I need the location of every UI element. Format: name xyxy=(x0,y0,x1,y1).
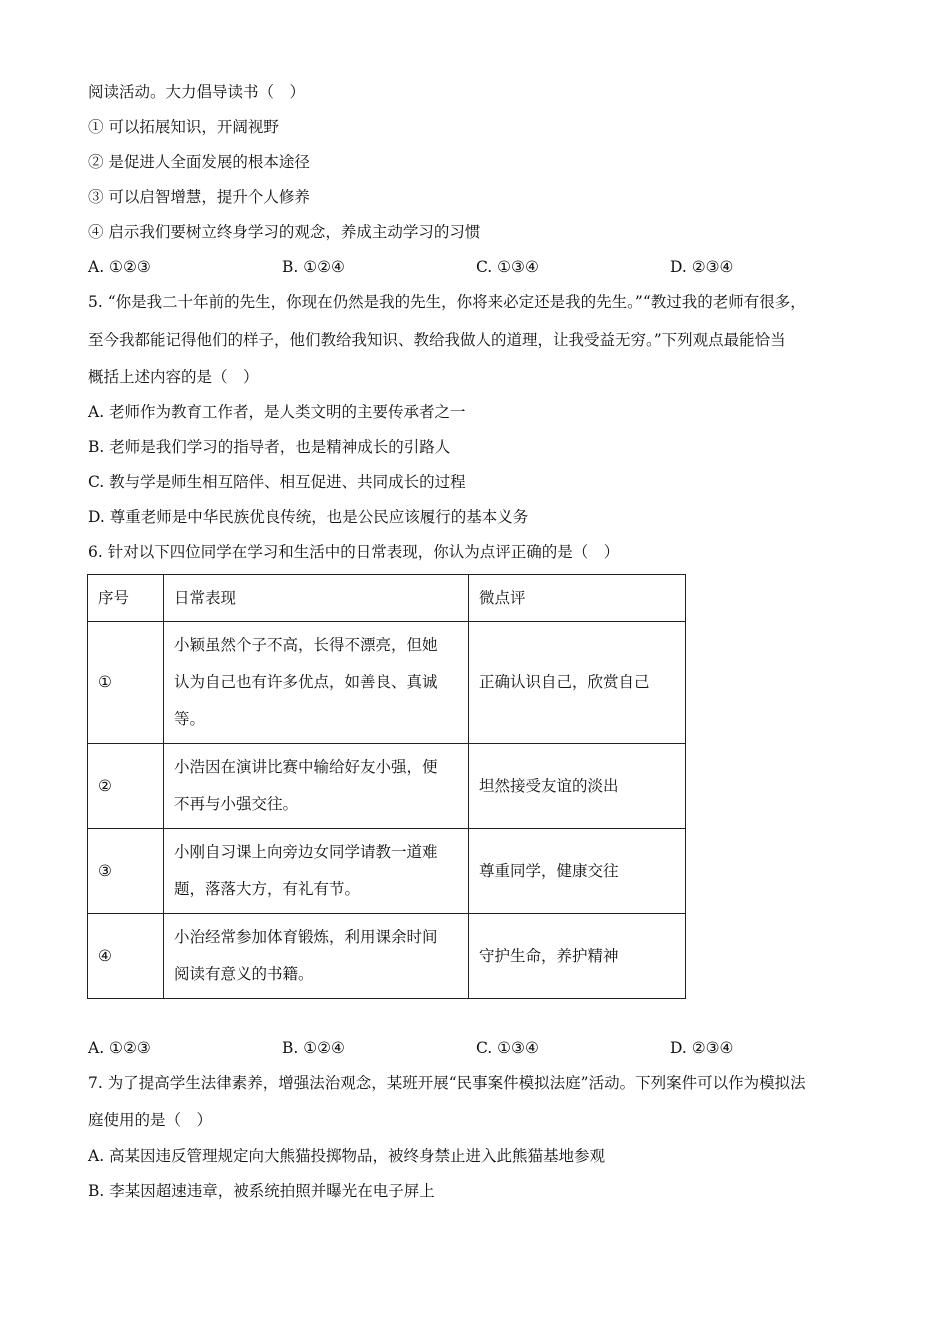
q6-stem: 6. 针对以下四位同学在学习和生活中的日常表现，你认为点评正确的是（ ） xyxy=(88,543,620,561)
q6-row-no: ④ xyxy=(88,914,164,999)
q5-option-d[interactable]: D. 尊重老师是中华民族优良传统，也是公民应该履行的基本义务 xyxy=(88,508,529,526)
q6-behavior-line: 小浩因在演讲比赛中输给好友小强，便 xyxy=(174,758,438,776)
q5-option-a[interactable]: A. 老师作为教育工作者，是人类文明的主要传承者之一 xyxy=(88,403,466,421)
q6-behavior-line: 题，落落大方，有礼有节。 xyxy=(174,880,361,898)
q6-behavior-line: 小颖虽然个子不高，长得不漂亮，但她 xyxy=(174,636,438,654)
q6-row-comment: 守护生命，养护精神 xyxy=(469,914,686,999)
q6-row-no: ③ xyxy=(88,829,164,914)
q4-option-c[interactable]: C. ①③④ xyxy=(476,258,539,276)
q6-behavior-line: 等。 xyxy=(174,710,206,728)
table-row xyxy=(88,744,686,829)
q7-stem-line-1: 7. 为了提高学生法律素养，增强法治观念，某班开展“民事案件模拟法庭”活动。下列案件可以作为模拟法 xyxy=(88,1074,806,1092)
q6-behavior-line: 小刚自习课上向旁边女同学请教一道难 xyxy=(174,843,438,861)
q6-header-behavior: 日常表现 xyxy=(164,575,469,622)
q4-item-4: ④ 启示我们要树立终身学习的观念，养成主动学习的习惯 xyxy=(88,223,481,241)
q6-option-b[interactable]: B. ①②④ xyxy=(282,1039,345,1057)
q4-item-2: ② 是促进人全面发展的根本途径 xyxy=(88,153,310,171)
q6-behavior-line: 认为自己也有许多优点，如善良、真诚 xyxy=(174,673,438,691)
q6-row-no: ① xyxy=(88,622,164,744)
q4-item-3: ③ 可以启智增慧，提升个人修养 xyxy=(88,188,310,206)
table-row xyxy=(88,829,686,914)
q6-row-comment: 正确认识自己，欣赏自己 xyxy=(469,622,686,744)
q6-table xyxy=(87,574,686,999)
q7-option-a[interactable]: A. 高某因违反管理规定向大熊猫投掷物品，被终身禁止进入此熊猫基地参观 xyxy=(88,1147,606,1165)
q4-stem-tail: 阅读活动。大力倡导读书（ ） xyxy=(88,83,306,101)
table-row xyxy=(88,622,686,744)
q6-header-no: 序号 xyxy=(88,575,164,622)
q6-row-no: ② xyxy=(88,744,164,829)
q6-behavior-line: 不再与小强交往。 xyxy=(174,795,299,813)
q4-option-b[interactable]: B. ①②④ xyxy=(282,258,345,276)
q6-option-d[interactable]: D. ②③④ xyxy=(670,1039,734,1057)
q6-row-behavior xyxy=(164,829,469,914)
q5-option-c[interactable]: C. 教与学是师生相互陪伴、相互促进、共同成长的过程 xyxy=(88,473,466,491)
q6-behavior-line: 小治经常参加体育锻炼，利用课余时间 xyxy=(174,928,438,946)
q6-row-comment: 尊重同学，健康交往 xyxy=(469,829,686,914)
q6-options xyxy=(88,1038,888,1058)
q6-option-a[interactable]: A. ①②③ xyxy=(88,1039,151,1057)
q4-item-1: ① 可以拓展知识，开阔视野 xyxy=(88,118,279,136)
q4-option-d[interactable]: D. ②③④ xyxy=(670,258,734,276)
q7-option-b[interactable]: B. 李某因超速违章，被系统拍照并曝光在电子屏上 xyxy=(88,1182,435,1200)
q6-row-behavior xyxy=(164,914,469,999)
q7-stem-line-2: 庭使用的是（ ） xyxy=(88,1111,213,1129)
q6-option-c[interactable]: C. ①③④ xyxy=(476,1039,539,1057)
table-row xyxy=(88,914,686,999)
q5-stem-line-2: 至今我都能记得他们的样子，他们教给我知识、教给我做人的道理，让我受益无穷。”下列观点最能恰当 xyxy=(88,331,786,349)
q6-header-comment: 微点评 xyxy=(469,575,686,622)
q4-options xyxy=(88,257,888,277)
q5-stem-line-1: 5. “你是我二十年前的先生，你现在仍然是我的先生，你将来必定还是我的先生。”“教过我的老师有很多， xyxy=(88,293,806,311)
q4-option-a[interactable]: A. ①②③ xyxy=(88,258,151,276)
q6-row-behavior xyxy=(164,744,469,829)
q5-stem-line-3: 概括上述内容的是（ ） xyxy=(88,368,259,386)
q6-behavior-line: 阅读有意义的书籍。 xyxy=(174,965,314,983)
q6-row-behavior xyxy=(164,622,469,744)
q6-table-header-row xyxy=(88,575,686,622)
q6-row-comment: 坦然接受友谊的淡出 xyxy=(469,744,686,829)
q5-option-b[interactable]: B. 老师是我们学习的指导者，也是精神成长的引路人 xyxy=(88,438,451,456)
